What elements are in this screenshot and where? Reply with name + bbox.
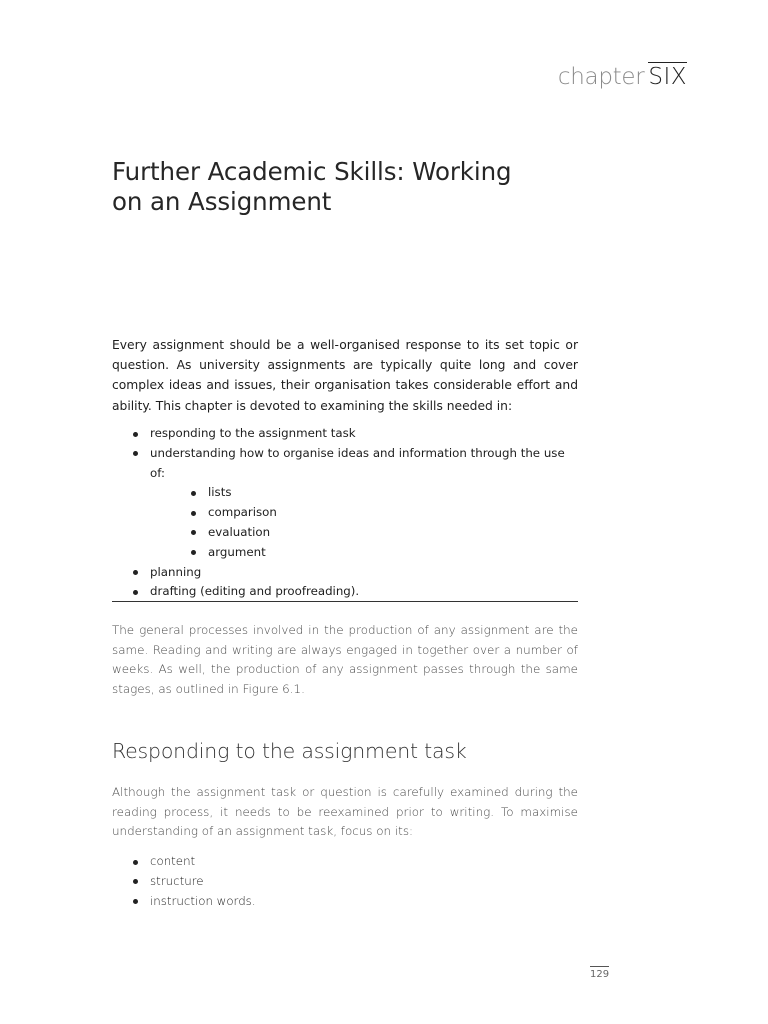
section-heading: Responding to the assignment task <box>112 739 467 763</box>
intro-paragraph: Every assignment should be a well-organised response to its set topic or question. As university assignments are typically quite long and cover complex ideas and issues, their organisation takes considerable effort and ability. This chapter is devoted to examining the skills needed in: <box>112 338 578 413</box>
intro-sub-bullet: lists <box>150 483 578 503</box>
page-number: 129 <box>590 966 609 982</box>
intro-bullet <box>112 444 578 563</box>
intro-sub-bullet: argument <box>150 543 578 563</box>
intro-bullet-label: understanding how to organise ideas and information through the use of: <box>150 445 565 480</box>
intro-sub-bullet-list <box>150 483 578 562</box>
body-paragraph-1: The general processes involved in the production of any assignment are the same. Reading and writing are always engaged in together over a number of weeks. As well, the production of any assignment passes through the same stages, as outlined in Figure 6.1. <box>112 623 578 696</box>
chapter-number: SIX <box>648 64 687 90</box>
focus-bullet-list <box>112 852 578 911</box>
focus-bullet: structure <box>112 872 578 892</box>
chapter-label <box>558 60 687 94</box>
focus-bullet: instruction words. <box>112 892 578 912</box>
chapter-title-line-1: Further Academic Skills: Working <box>112 157 512 186</box>
chapter-word: chapter <box>557 64 645 90</box>
intro-sub-bullet: evaluation <box>150 523 578 543</box>
intro-bullet-list <box>112 424 578 602</box>
chapter-title-line-2: on an Assignment <box>112 187 332 216</box>
intro-sub-bullet: comparison <box>150 503 578 523</box>
intro-bullet: drafting (editing and proofreading). <box>112 582 578 602</box>
focus-bullet: content <box>112 852 578 872</box>
section-divider <box>112 601 578 602</box>
chapter-title <box>112 157 552 217</box>
intro-bullet: responding to the assignment task <box>112 424 578 444</box>
intro-bullet: planning <box>112 563 578 583</box>
body-paragraph-2: Although the assignment task or question is carefully examined during the reading process, it needs to be reexamined prior to writing. To maximise understanding of an assignment task, focus on its: <box>112 785 578 839</box>
